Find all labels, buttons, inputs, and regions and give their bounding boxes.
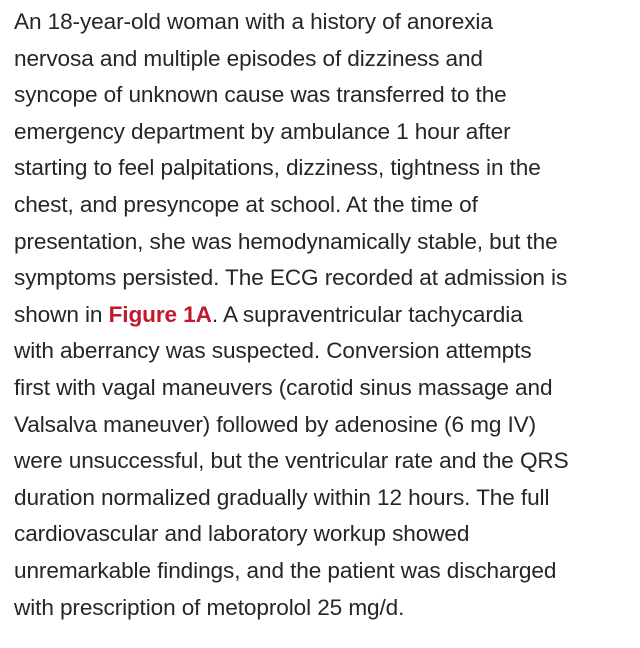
text-line: duration normalized gradually within 12 hours. The full	[14, 484, 550, 510]
text-line: Valsalva maneuver) followed by adenosine (6 mg IV)	[14, 411, 537, 437]
text-line: cardiovascular and laboratory workup showed	[14, 521, 470, 547]
text-line: nervosa and multiple episodes of dizziness and	[14, 45, 483, 71]
case-description-paragraph	[14, 4, 630, 626]
text-line: symptoms persisted. The ECG recorded at admission is	[14, 265, 568, 291]
text-line: with aberrancy was suspected. Conversion attempts	[14, 338, 532, 364]
text-line: were unsuccessful, but the ventricular rate and the QRS	[14, 448, 569, 474]
text-segment: A supraventricular tachycardia	[223, 301, 523, 327]
text-segment: .	[211, 301, 219, 327]
text-line: chest, and presyncope at school. At the time of	[14, 191, 478, 217]
text-line: first with vagal maneuvers (carotid sinus massage and	[14, 374, 553, 400]
text-line: emergency department by ambulance 1 hour after	[14, 118, 511, 144]
text-line-with-figure-link	[14, 297, 630, 334]
text-line: syncope of unknown cause was transferred to the	[14, 82, 507, 108]
text-line: presentation, she was hemodynamically stable, but the	[14, 228, 558, 254]
text-line: starting to feel palpitations, dizziness, tightness in the	[14, 155, 541, 181]
text-segment: shown in	[14, 301, 103, 327]
text-line: unremarkable findings, and the patient was discharged	[14, 557, 557, 583]
figure-1a-link[interactable]: Figure 1A	[108, 301, 212, 327]
text-line: with prescription of metoprolol 25 mg/d.	[14, 594, 405, 620]
text-line: An 18-year-old woman with a history of anorexia	[14, 9, 493, 34]
